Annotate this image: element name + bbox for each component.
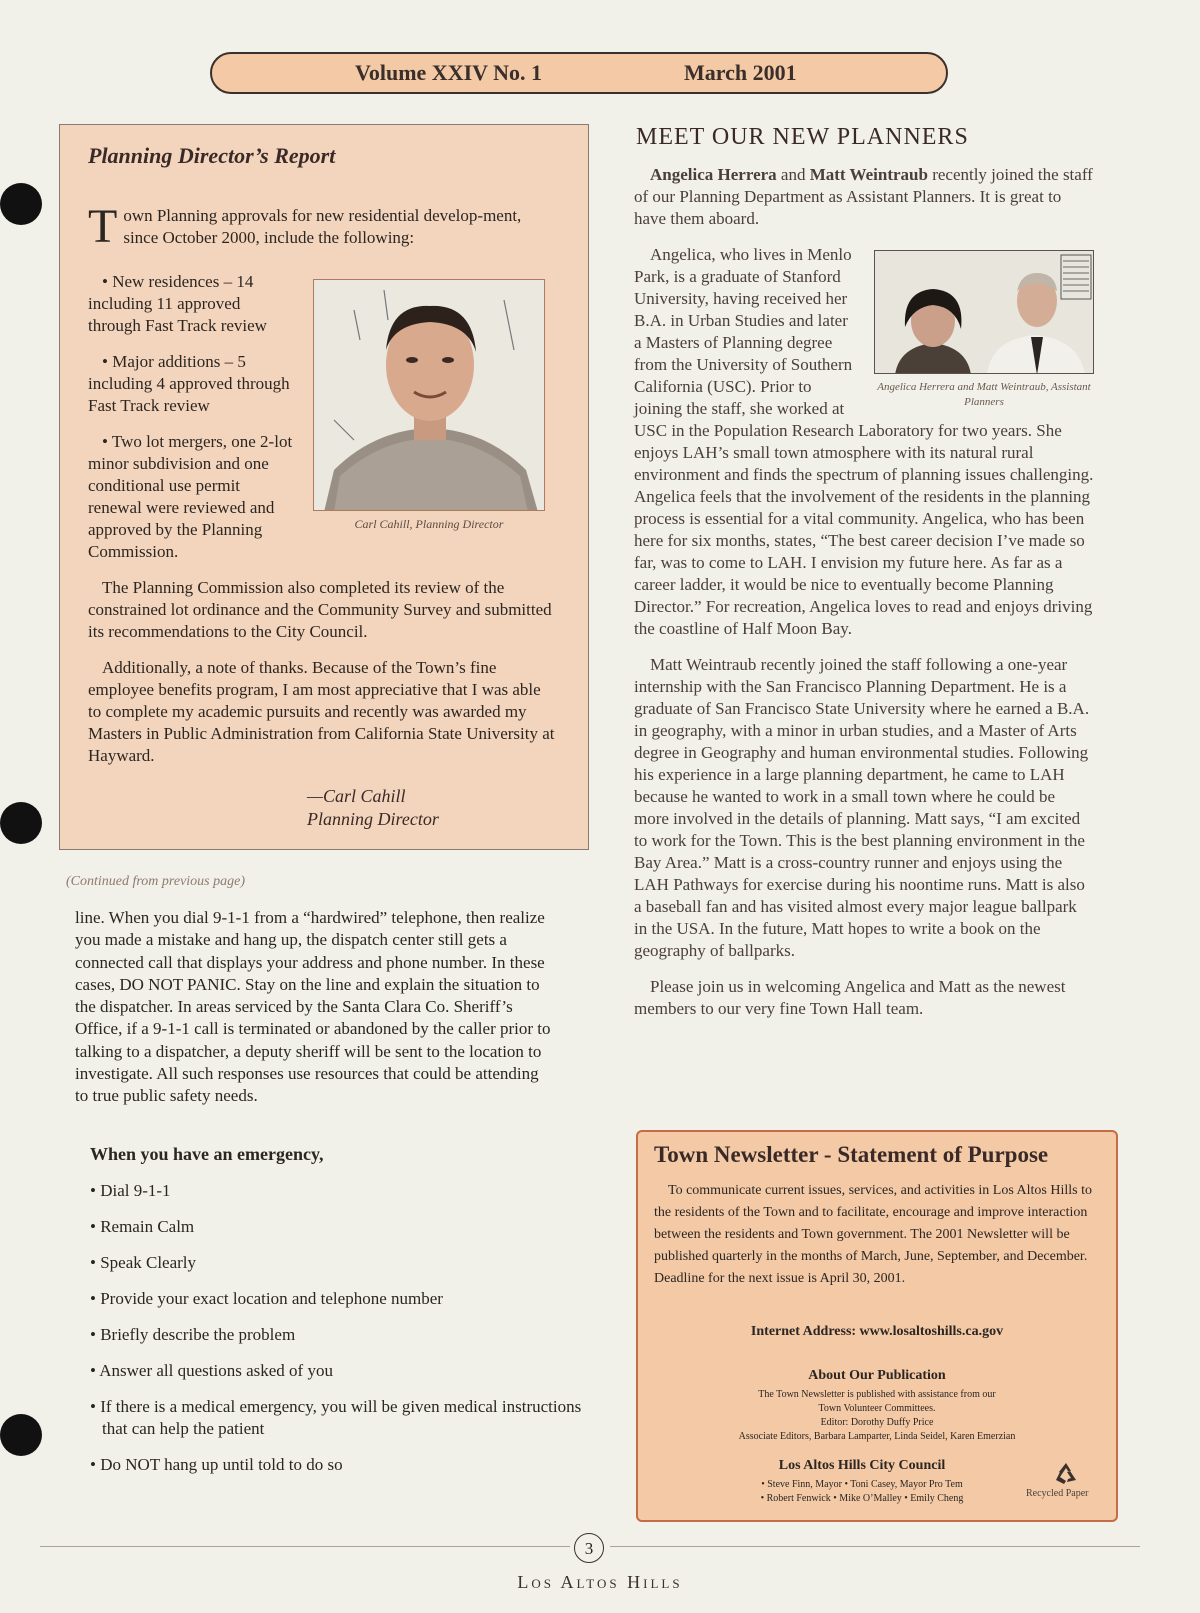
continued-article-text: line. When you dial 9-1-1 from a “hardwired” telephone, then realize you made a mistake and hang up, the dispatch center still gets a connected call that displays your address and phone number. In these cases, DO NOT PANIC. Stay on the line and explain the situation to the dispatcher. In areas serviced by the Santa Clara Co. Sheriff’s Office, if a 9-1-1 call is terminated or abandoned by the caller prior to talking to a dispatcher, a deputy sheriff will be sent to the location to investigate. All such responses use resources that could be attending to true public safety needs. bbox=[75, 908, 551, 1106]
matt-bio: Matt Weintraub recently joined the staff following a one-year internship with the San Francisco Planning Department. He is a graduate of San Francisco State University where he earned a B.A. in geography, with a minor in urban studies, and a Master of Arts degree in Geography and human environmental studies. Following his experience in a large planning department, he came to LAH because he wanted to work in a small town where he could be more involved in the details of planning. Matt says, “I am excited to work for the Town. This is the best planning environment in the Bay Area.” Matt is a cross-country runner and enjoys using the LAH Pathways for exercise during his noontime runs. Matt is also a baseball fan and has visited almost every major league ballpark in the USA. In the future, Matt hopes to write a book on the geography of ballparks. bbox=[634, 655, 1090, 960]
planner-name: Angelica Herrera bbox=[650, 165, 777, 184]
planner-name: Matt Weintraub bbox=[809, 165, 928, 184]
signature-name: —Carl Cahill bbox=[307, 786, 406, 806]
about-publication-credits bbox=[638, 1388, 1116, 1444]
director-photo bbox=[313, 279, 545, 511]
report-paragraph: Additionally, a note of thanks. Because of the Town’s fine employee benefits program, I am most appreciative that I was able to complete my academic pursuits and recently was awarded my Masters in Public Administration from California State University at Hayward. bbox=[88, 658, 555, 765]
emergency-step: • Answer all questions asked of you bbox=[90, 1361, 333, 1380]
emergency-step: • Briefly describe the problem bbox=[90, 1325, 296, 1344]
page-number: 3 bbox=[574, 1533, 604, 1563]
report-paragraph: The Planning Commission also completed its review of the constrained lot ordinance and the Community Survey and submitted its recommendations to the City Council. bbox=[88, 578, 552, 641]
internet-address[interactable]: Internet Address: www.losaltoshills.ca.gov bbox=[750, 1324, 1004, 1339]
binder-hole bbox=[0, 183, 42, 225]
recycled-paper-label: Recycled Paper bbox=[1026, 1488, 1089, 1499]
director-photo-caption: Carl Cahill, Planning Director bbox=[354, 517, 504, 531]
planners-article bbox=[634, 164, 1094, 1034]
report-body bbox=[88, 577, 558, 781]
approvals-list bbox=[88, 271, 296, 577]
approval-item: • Two lot mergers, one 2-lot minor subdivision and one conditional use permit renewal were reviewed and approved by the Planning Commission. bbox=[88, 432, 293, 561]
drop-cap: T bbox=[88, 200, 118, 253]
report-intro-text: own Planning approvals for new residential develop-ment, since October 2000, include the following: bbox=[123, 206, 522, 247]
continued-label: (Continued from previous page) bbox=[66, 874, 245, 889]
approval-item: • Major additions – 5 including 4 approved through Fast Track review bbox=[88, 352, 290, 415]
council-heading: Los Altos Hills City Council bbox=[778, 1458, 946, 1473]
binder-hole bbox=[0, 802, 42, 844]
footer-town-name: Los Altos Hills bbox=[517, 1572, 683, 1592]
emergency-steps bbox=[90, 1180, 590, 1490]
emergency-heading: When you have an emergency, bbox=[90, 1144, 324, 1164]
council-line: • Robert Fenwick • Mike O’Malley • Emily Cheng bbox=[760, 1493, 964, 1504]
issue-date: March 2001 bbox=[684, 60, 797, 85]
footer-rule bbox=[40, 1546, 570, 1547]
emergency-step: • Do NOT hang up until told to do so bbox=[90, 1455, 343, 1474]
signature-title: Planning Director bbox=[307, 809, 439, 829]
about-publication-heading: About Our Publication bbox=[808, 1368, 946, 1383]
footer-rule bbox=[610, 1546, 1140, 1547]
report-title: Planning Director’s Report bbox=[88, 143, 336, 168]
statement-of-purpose-box bbox=[636, 1130, 1118, 1522]
report-signature bbox=[307, 785, 439, 831]
volume-number: Volume XXIV No. 1 bbox=[355, 60, 543, 85]
emergency-step: • Remain Calm bbox=[90, 1217, 195, 1236]
emergency-step: • Provide your exact location and telephone number bbox=[90, 1289, 443, 1308]
planners-intro bbox=[634, 164, 1094, 230]
council-line: • Steve Finn, Mayor • Toni Casey, Mayor Pro Tem bbox=[761, 1479, 963, 1490]
emergency-step: • If there is a medical emergency, you will be given medical instructions that can help the patient bbox=[90, 1397, 582, 1438]
planners-title: MEET OUR NEW PLANNERS bbox=[636, 124, 969, 150]
report-intro bbox=[88, 200, 540, 253]
emergency-step: • Speak Clearly bbox=[90, 1253, 197, 1272]
planners-photo-caption: Angelica Herrera and Matt Weintraub, Assistant Planners bbox=[877, 381, 1091, 408]
approval-item: • New residences – 14 including 11 approved through Fast Track review bbox=[88, 272, 267, 335]
masthead-banner bbox=[210, 52, 948, 94]
credit-line: Associate Editors, Barbara Lamparter, Linda Seidel, Karen Emerzian bbox=[738, 1431, 1016, 1442]
angelica-bio: Angelica, who lives in Menlo Park, is a graduate of Stanford University, having received her B.A. in Urban Studies and later a Masters of Planning degree from the University of Southern California (USC). Prior to joining the staff, she worked at USC in the Population Research Laboratory for two years. She enjoys LAH’s small town atmosphere with its natural rural environment and finds the spectrum of planning issues challenging. Angelica feels that the involvement of the residents in the planning process is essential for a vital community. Angelica, who has been here for six months, states, “The best career decision I’ve made so far, was to come to LAH. I envision my future here. As far as a career ladder, it would be nice to eventually become Planning Director.” For recreation, Angelica loves to read and enjoys driving the coastline of Half Moon Bay. bbox=[634, 245, 1094, 638]
binder-hole bbox=[0, 1414, 42, 1456]
emergency-step: • Dial 9-1-1 bbox=[90, 1181, 171, 1200]
credit-line: The Town Newsletter is published with assistance from our bbox=[758, 1389, 996, 1400]
purpose-title: Town Newsletter - Statement of Purpose bbox=[654, 1142, 1049, 1167]
planners-closing: Please join us in welcoming Angelica and Matt as the newest members to our very fine Town Hall team. bbox=[634, 977, 1066, 1018]
credit-line: Town Volunteer Committees. bbox=[818, 1403, 936, 1414]
recycle-icon bbox=[1052, 1460, 1080, 1488]
purpose-text: To communicate current issues, services, and activities in Los Altos Hills to the residents of the Town and to facilitate, encourage and improve interaction between the residents and Town government. The 2001 Newsletter will be published quarterly in the months of March, June, September, and December. Deadline for the next issue is April 30, 2001. bbox=[654, 1183, 1092, 1286]
planning-director-report bbox=[59, 124, 589, 850]
intro-and: and bbox=[776, 165, 810, 184]
planners-intro-text: recently joined the staff of our Planning Department as Assistant Planners. It is great to have them aboard. bbox=[634, 165, 1093, 228]
credit-line: Editor: Dorothy Duffy Price bbox=[820, 1417, 934, 1428]
planners-photo bbox=[874, 250, 1094, 374]
